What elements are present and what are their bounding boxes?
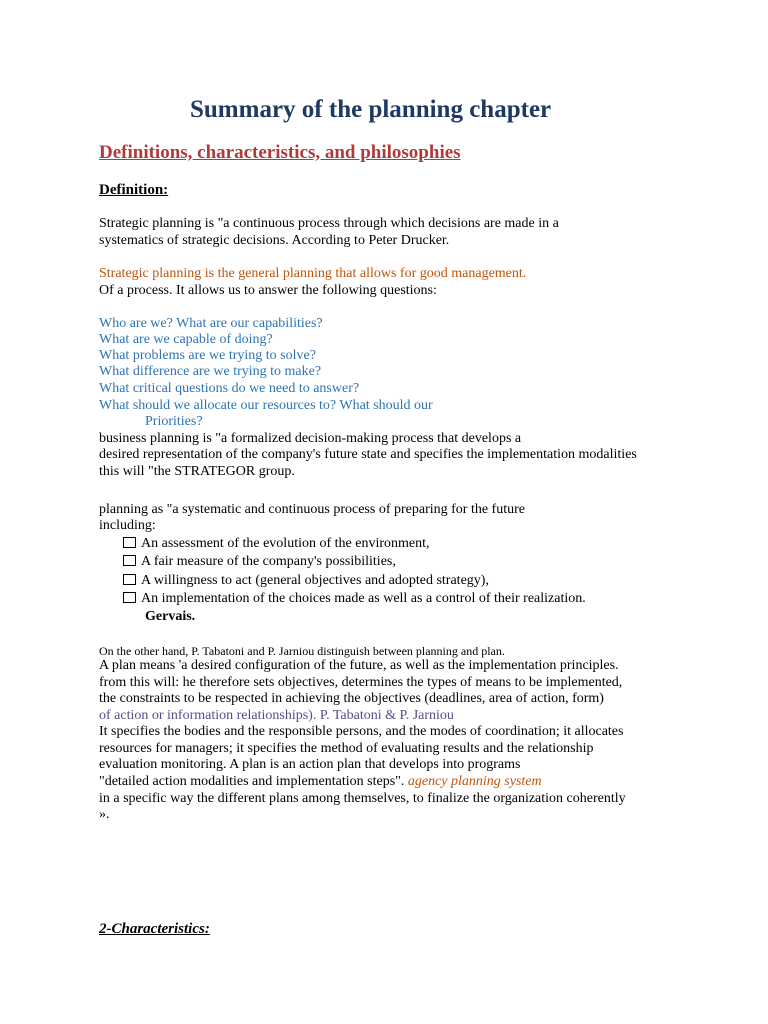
- agency-source: agency planning system: [407, 774, 542, 789]
- agency-line-4: [99, 774, 542, 791]
- bullet-text: A fair measure of the company's possibilities,: [141, 554, 396, 569]
- bullet-icon: [123, 574, 136, 585]
- agency-line-1: It specifies the bodies and the responsible persons, and the modes of coordination; it allocates: [99, 724, 624, 739]
- general-planning-line-1: Strategic planning is the general planning that allows for good management.: [99, 266, 527, 281]
- tabatoni-intro: On the other hand, P. Tabatoni and P. Jarniou distinguish between planning and plan.: [99, 644, 505, 658]
- business-line-2: desired representation of the company's future state and specifies the implementation modalities: [99, 447, 637, 462]
- bullet-item: [123, 573, 489, 590]
- tabatoni-line-2: from this will: he therefore sets objectives, determines the types of means to be implemented,: [99, 675, 623, 690]
- bullet-icon: [123, 537, 136, 548]
- tabatoni-line-3: the constraints to be respected in achieving the objectives (deadlines, area of action, form): [99, 691, 604, 706]
- drucker-line-2: systematics of strategic decisions. According to Peter Drucker.: [99, 233, 450, 248]
- business-line-3: this will "the STRATEGOR group.: [99, 464, 295, 479]
- bullet-text: A willingness to act (general objectives and adopted strategy),: [141, 573, 489, 588]
- gervais-author: Gervais.: [145, 609, 196, 624]
- agency-line-6: ».: [99, 807, 110, 822]
- characteristics-heading: 2-Characteristics:: [99, 921, 210, 937]
- bullet-icon: [123, 592, 136, 603]
- agency-line-5: in a specific way the different plans among themselves, to finalize the organization coherently: [99, 791, 626, 806]
- gervais-line-1: planning as "a systematic and continuous process of preparing for the future: [99, 502, 525, 517]
- question-item: Who are we? What are our capabilities?: [99, 316, 323, 331]
- page-title: Summary of the planning chapter: [190, 96, 552, 123]
- question-item: Priorities?: [145, 414, 203, 429]
- question-item: What critical questions do we need to answer?: [99, 381, 360, 396]
- section-subtitle: Definitions, characteristics, and philosophies: [99, 142, 461, 163]
- bullet-text: An assessment of the evolution of the environment,: [141, 536, 430, 551]
- bullet-text: An implementation of the choices made as well as a control of their realization.: [141, 591, 586, 606]
- bullet-icon: [123, 555, 136, 566]
- business-line-1: business planning is "a formalized decision-making process that develops a: [99, 431, 522, 446]
- agency-line-3: evaluation monitoring. A plan is an action plan that develops into programs: [99, 757, 521, 772]
- definition-heading: Definition:: [99, 182, 169, 198]
- question-item: What difference are we trying to make?: [99, 364, 322, 379]
- question-item: What should we allocate our resources to? What should our: [99, 398, 433, 413]
- bullet-item: [123, 536, 430, 553]
- bullet-item: [123, 591, 586, 608]
- drucker-line-1: Strategic planning is "a continuous process through which decisions are made in a: [99, 216, 559, 231]
- tabatoni-line-4: of action or information relationships). P. Tabatoni & P. Jarniou: [99, 708, 454, 723]
- gervais-line-2: including:: [99, 518, 156, 533]
- general-planning-line-2: Of a process. It allows us to answer the following questions:: [99, 283, 437, 298]
- bullet-item: [123, 554, 396, 571]
- agency-line-4-text: "detailed action modalities and implementation steps".: [99, 774, 408, 789]
- question-item: What problems are we trying to solve?: [99, 348, 316, 363]
- question-item: What are we capable of doing?: [99, 332, 273, 347]
- tabatoni-line-1: A plan means 'a desired configuration of the future, as well as the implementation principles.: [99, 658, 619, 673]
- agency-line-2: resources for managers; it specifies the method of evaluating results and the relationship: [99, 741, 594, 756]
